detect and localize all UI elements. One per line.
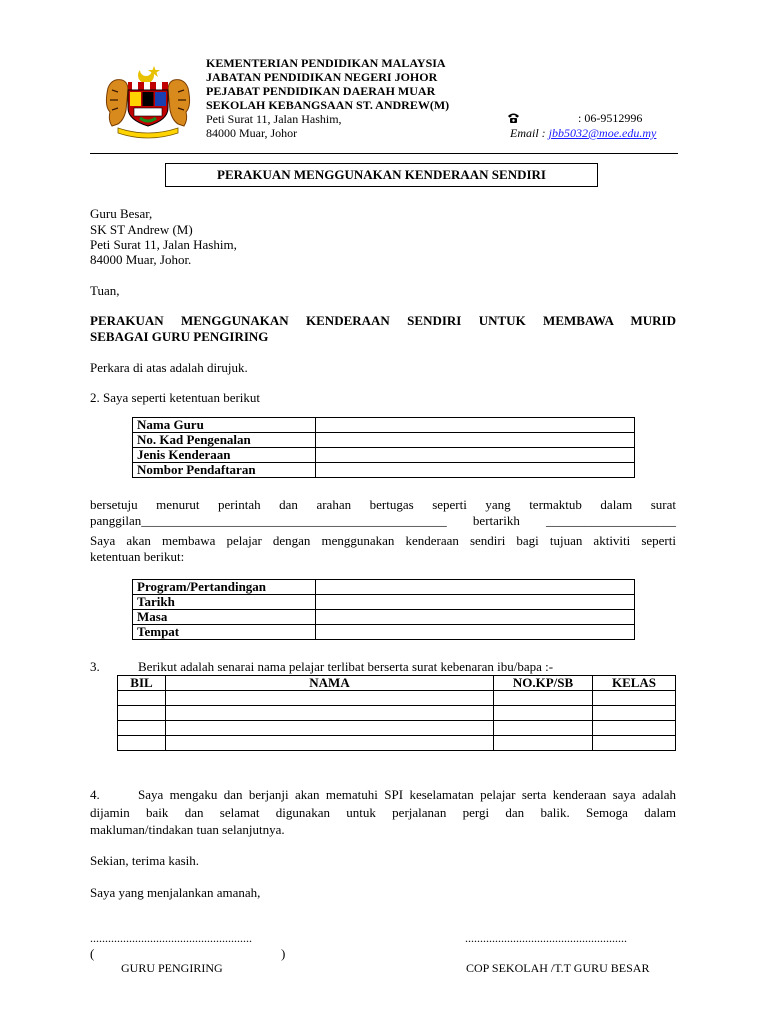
- body-line1: bersetuju menurut perintah dan arahan bertugas seperti yang termaktub dalam surat: [90, 497, 676, 512]
- email-label: Email :: [510, 126, 549, 140]
- paragraph-4-line3: makluman/tindakan tuan selanjutnya.: [90, 822, 285, 837]
- letterhead-ministry: KEMENTERIAN PENDIDIKAN MALAYSIA: [206, 56, 446, 70]
- column-header-nama: NAMA: [166, 676, 494, 691]
- recipient-line3: Peti Surat 11, Jalan Hashim,: [90, 237, 237, 252]
- paragraph-2: 2. Saya seperti ketentuan berikut: [90, 390, 261, 405]
- name-paren-open: (: [90, 946, 95, 961]
- table-row: [133, 463, 635, 478]
- table-label: No. Kad Pengenalan: [133, 433, 316, 448]
- table-value-field[interactable]: [316, 610, 635, 625]
- table-label: Tarikh: [133, 595, 316, 610]
- table-label: Nombor Pendaftaran: [133, 463, 316, 478]
- bil-cell[interactable]: [118, 721, 166, 736]
- paragraph-4-line2: dijamin baik dan selamat digunakan untuk perjalanan pergi dan balik. Semoga dalam: [90, 805, 676, 820]
- table-value-field[interactable]: [316, 433, 635, 448]
- panggilan-field: panggilan_______________________________________________: [90, 513, 447, 528]
- table-row: [133, 625, 635, 640]
- table-row: [118, 706, 676, 721]
- subject-line2: SEBAGAI GURU PENGIRING: [90, 329, 269, 344]
- table-row: [118, 736, 676, 751]
- phone-number: : 06-9512996: [578, 111, 643, 125]
- nama-cell[interactable]: [166, 736, 494, 751]
- program-details-table: [132, 579, 635, 640]
- table-label: Jenis Kenderaan: [133, 448, 316, 463]
- letterhead-district-office: PEJABAT PENDIDIKAN DAERAH MUAR: [206, 84, 436, 98]
- table-row: [133, 418, 635, 433]
- nokp-cell[interactable]: [494, 706, 593, 721]
- paragraph-3-number: 3.: [90, 659, 100, 674]
- signature-label-left: GURU PENGIRING: [121, 961, 223, 975]
- bil-cell[interactable]: [118, 691, 166, 706]
- document-title: PERAKUAN MENGGUNAKAN KENDERAAN SENDIRI: [165, 163, 598, 187]
- closing: Sekian, terima kasih.: [90, 853, 200, 868]
- name-paren-close: ): [281, 946, 286, 961]
- letterhead-state-dept: JABATAN PENDIDIKAN NEGERI JOHOR: [206, 70, 438, 84]
- bil-cell[interactable]: [118, 736, 166, 751]
- student-list-table: [117, 675, 676, 751]
- signature-line-left: ......................................................: [90, 931, 252, 945]
- table-value-field[interactable]: [316, 418, 635, 433]
- email-line: [510, 126, 656, 140]
- body-line2: [90, 513, 676, 528]
- column-header-nokp: NO.KP/SB: [494, 676, 593, 691]
- table-row: [133, 595, 635, 610]
- salutation: Tuan,: [90, 283, 120, 298]
- paragraph-3-text: Berikut adalah senarai nama pelajar terlibat berserta surat kebenaran ibu/bapa :-: [138, 659, 554, 674]
- bertarikh-label: bertarikh: [472, 513, 520, 528]
- table-row: [133, 610, 635, 625]
- column-header-kelas: KELAS: [593, 676, 676, 691]
- nama-cell[interactable]: [166, 691, 494, 706]
- date-field: ____________________: [546, 513, 676, 528]
- nokp-cell[interactable]: [494, 691, 593, 706]
- teacher-details-table: [132, 417, 635, 478]
- table-value-field[interactable]: [316, 580, 635, 595]
- letterhead-address-line2: 84000 Muar, Johor: [206, 126, 298, 140]
- table-label: Program/Pertandingan: [133, 580, 316, 595]
- table-row: [118, 691, 676, 706]
- table-row: [118, 721, 676, 736]
- table-row: [133, 448, 635, 463]
- signature-intro: Saya yang menjalankan amanah,: [90, 885, 261, 900]
- subject-line1: PERAKUAN MENGGUNAKAN KENDERAAN SENDIRI UNTUK MEMBAWA MURID: [90, 313, 676, 328]
- bil-cell[interactable]: [118, 706, 166, 721]
- table-value-field[interactable]: [316, 625, 635, 640]
- recipient-line1: Guru Besar,: [90, 206, 153, 221]
- letterhead-school-name: SEKOLAH KEBANGSAAN ST. ANDREW(M): [206, 98, 450, 112]
- column-header-bil: BIL: [118, 676, 166, 691]
- signature-line-right: ......................................................: [465, 931, 627, 945]
- table-row: [133, 580, 635, 595]
- kelas-cell[interactable]: [593, 721, 676, 736]
- recipient-line2: SK ST Andrew (M): [90, 222, 193, 237]
- table-row: [133, 433, 635, 448]
- nokp-cell[interactable]: [494, 721, 593, 736]
- email-link[interactable]: jbb5032@moe.edu.my: [548, 126, 657, 140]
- kelas-cell[interactable]: [593, 706, 676, 721]
- paragraph-4-line1: Saya mengaku dan berjanji akan mematuhi SPI keselamatan pelajar serta kenderaan saya adalah: [138, 787, 676, 802]
- letterhead-address-line1: Peti Surat 11, Jalan Hashim,: [206, 112, 342, 126]
- kelas-cell[interactable]: [593, 691, 676, 706]
- table-header-row: [118, 676, 676, 691]
- table-value-field[interactable]: [316, 595, 635, 610]
- kelas-cell[interactable]: [593, 736, 676, 751]
- telephone-icon: [507, 112, 520, 124]
- table-label: Nama Guru: [133, 418, 316, 433]
- signature-label-right: COP SEKOLAH /T.T GURU BESAR: [466, 961, 650, 975]
- reference-text: Perkara di atas adalah dirujuk.: [90, 360, 248, 375]
- table-value-field[interactable]: [316, 448, 635, 463]
- table-value-field[interactable]: [316, 463, 635, 478]
- nokp-cell[interactable]: [494, 736, 593, 751]
- paragraph-4-number: 4.: [90, 787, 100, 802]
- nama-cell[interactable]: [166, 706, 494, 721]
- body-line3: Saya akan membawa pelajar dengan menggunakan kenderaan sendiri bagi tujuan aktiviti seperti: [90, 533, 676, 548]
- malaysia-coat-of-arms-logo: [100, 60, 196, 140]
- recipient-line4: 84000 Muar, Johor.: [90, 252, 192, 267]
- nama-cell[interactable]: [166, 721, 494, 736]
- table-label: Masa: [133, 610, 316, 625]
- header-divider: [90, 153, 678, 154]
- body-line4: ketentuan berikut:: [90, 549, 185, 564]
- table-label: Tempat: [133, 625, 316, 640]
